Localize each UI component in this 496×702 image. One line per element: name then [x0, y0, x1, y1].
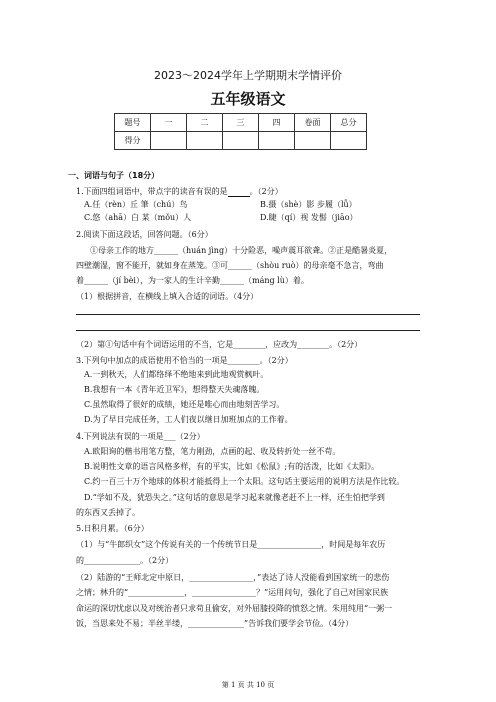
q5-stem: 5.日积月累。（6分）	[76, 524, 149, 533]
answer-line	[76, 330, 420, 331]
q4-option-c: C.约一百三十万个地球的体积才能抵得上一个太阳。这句话主要运用的说明方法是作比较。	[84, 477, 405, 486]
q4-stem: 4.下列说法有误的一项是___（2分）	[76, 432, 205, 441]
score-table-header-row	[115, 114, 367, 132]
exam-subject: 五年级语文	[210, 90, 286, 108]
q1-option-b: B.摄（shè）影 步履（lǚ）	[260, 200, 357, 209]
score-header-cell: 一	[151, 114, 187, 132]
score-cell	[295, 132, 331, 150]
score-header-cell: 卷面	[295, 114, 331, 132]
q2-passage-line: ①母亲工作的地方______（huán jìng）十分险恶，噪声震耳欲聋。②正是酷暑炎夏，	[90, 246, 393, 255]
q1-option-c: C.悠（ahā）白 某（mǒu）人	[84, 213, 192, 222]
score-header-cell: 题号	[115, 114, 151, 132]
q4-option-d-cont: 的东西又丢掉了。	[76, 508, 140, 517]
q1-stem-end: 。（2分）	[249, 187, 283, 196]
score-cell	[259, 132, 295, 150]
q3-option-c: C.虽然取得了很好的成绩，她还是唯心而由地刻苦学习。	[84, 400, 285, 409]
exam-title: 2023～2024学年上学期期末学情评价	[154, 69, 342, 82]
score-cell	[187, 132, 223, 150]
q5-sub2-cont: 命运的深切忧虑以及对统治者只求苟且偷安，对外屈膝投降的愤怒之情。朱用纯用“一粥一	[76, 604, 393, 613]
score-table-score-row	[115, 132, 367, 150]
score-header-cell: 三	[223, 114, 259, 132]
q2-stem: 2.阅读下面这段话，回答问题。（6分）	[76, 230, 213, 239]
q2-passage-line: 四壁潮湿，窗不能开，就如身在蒸笼。③可______（shòu ruò）的母亲毫不急言，弯曲	[76, 261, 384, 270]
score-cell	[331, 132, 367, 150]
q3-option-d: D.为了早日完成任务，工人们夜以继日加班加点的工作着。	[84, 415, 293, 424]
q1-stem	[76, 186, 283, 197]
q4-option-d: D.“学如不及，犹恐失之。”这句话的意思是学习起来就像老赶不上一样，还生怕把学到	[84, 493, 385, 502]
score-row-label: 得分	[115, 132, 151, 150]
q3-option-b: B.我想有一本《青年近卫军》，想得整天失魂落魄。	[84, 385, 265, 394]
score-header-cell: 二	[187, 114, 223, 132]
q3-option-a: A.一到秋天，人们都络绎不绝地来到此地观赏枫叶。	[84, 370, 269, 379]
score-header-cell: 四	[259, 114, 295, 132]
q3-stem: 3.下列句中加点的成语使用不恰当的一项是________。（2分）	[76, 356, 293, 365]
q4-option-b: B.说明性文章的语言风格多样，有的平实，比如《松鼠》;有的活泼，比如《太阳》。	[84, 462, 380, 471]
q1-stem-text: 1.下面四组词语中，带点字的读音有误的是	[76, 187, 228, 196]
q5-sub2: （2）陆游的“王师北定中原日，________________，”表达了诗人没能看到国家统一的悲伤	[76, 573, 390, 582]
q1-answer-blank	[228, 187, 250, 197]
q1-option-a: A.任（rèn）丘 筆（chú）鸟	[84, 200, 188, 209]
q5-sub2-cont: 之情；林升的“______________，________________？”运用问句，强化了自己对国家民族	[76, 588, 389, 597]
answer-line	[76, 314, 420, 315]
q2-sub1: （1）根据拼音，在横线上填入合适的词语。（4分）	[76, 292, 259, 301]
section-heading: 一、词语与句子（18分）	[68, 171, 160, 180]
q2-sub2: （2）第①句话中有个词语运用的不当，它是________，应改为________。（2分）	[76, 340, 363, 349]
score-cell	[223, 132, 259, 150]
page-footer: 第 1 页 共 10 页	[221, 681, 275, 689]
q5-sub1: （1）与“牛郎织女”这个传说有关的一个传统节日是________________，时间是每年农历	[76, 540, 386, 549]
q4-option-a: A.欧阳询的楷书用笔方整，笔力刚劲，点画的起、收及转折处一丝不苟。	[84, 447, 341, 456]
q2-passage-line: 着______（jí bèi），为一家人的生计辛勤______（máng lù）着。	[76, 276, 309, 285]
q5-sub1-cont: 的______________。（2分）	[76, 556, 174, 565]
q5-sub2-cont: 饭，当思来处不易；半丝半缕，______________”告诉我们要学会节俭。（4分）	[76, 619, 354, 628]
score-header-cell: 总分	[331, 114, 367, 132]
score-cell	[151, 132, 187, 150]
score-table	[114, 113, 367, 150]
q1-option-d: D.睫（qí）视 发髻（jiāo）	[260, 213, 358, 222]
